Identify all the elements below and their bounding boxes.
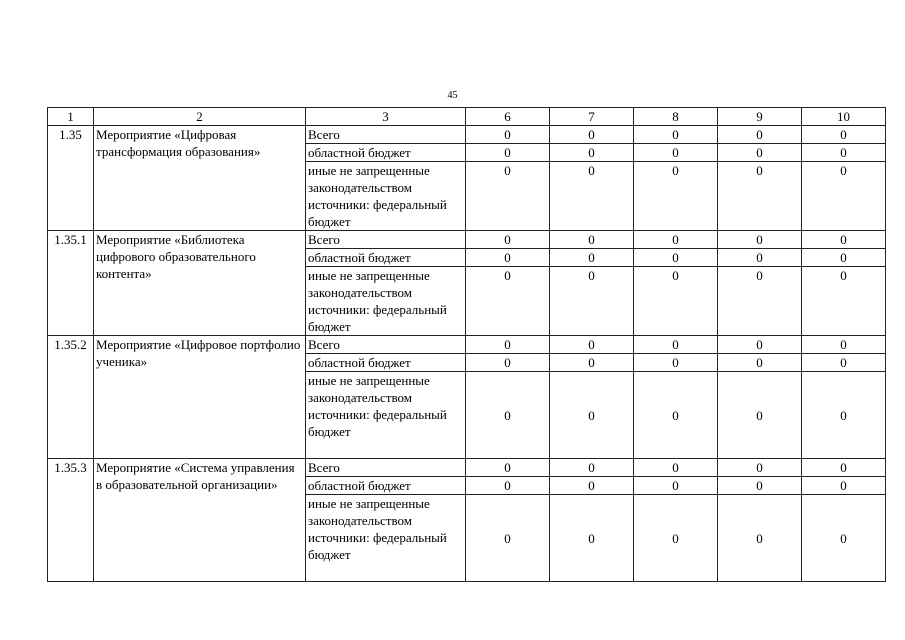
table-row [48, 459, 886, 477]
value-cell: 0 [802, 231, 886, 249]
value-cell: 0 [634, 126, 718, 144]
value-cell: 0 [466, 126, 550, 144]
table-row [48, 126, 886, 144]
value-cell: 0 [466, 477, 550, 495]
value-cell: 0 [718, 126, 802, 144]
value-cell: 0 [802, 144, 886, 162]
value-cell: 0 [550, 267, 634, 336]
value-cell: 0 [466, 459, 550, 477]
header-cell: 9 [718, 108, 802, 126]
value-cell: 0 [718, 459, 802, 477]
source-label: Всего [306, 231, 466, 249]
table-row [48, 336, 886, 354]
source-label: Всего [306, 126, 466, 144]
header-cell: 2 [94, 108, 306, 126]
value-cell: 0 [550, 459, 634, 477]
value-cell: 0 [550, 354, 634, 372]
row-number: 1.35 [48, 126, 94, 231]
value-cell: 0 [718, 249, 802, 267]
value-cell: 0 [802, 372, 886, 459]
source-label: областной бюджет [306, 249, 466, 267]
value-cell: 0 [718, 372, 802, 459]
value-cell: 0 [466, 267, 550, 336]
measure-name: Мероприятие «Библиотека цифрового образовательного контента» [94, 231, 306, 336]
value-cell: 0 [466, 162, 550, 231]
source-label: областной бюджет [306, 144, 466, 162]
value-cell: 0 [802, 477, 886, 495]
value-cell: 0 [634, 231, 718, 249]
source-label: иные не запрещенные законодательством источники: федеральный бюджет [306, 372, 466, 459]
value-cell: 0 [634, 477, 718, 495]
value-cell: 0 [802, 354, 886, 372]
value-cell: 0 [802, 162, 886, 231]
value-cell: 0 [634, 162, 718, 231]
budget-table [47, 107, 886, 582]
header-cell: 3 [306, 108, 466, 126]
value-cell: 0 [718, 231, 802, 249]
source-label: иные не запрещенные законодательством источники: федеральный бюджет [306, 267, 466, 336]
value-cell: 0 [802, 459, 886, 477]
value-cell: 0 [550, 249, 634, 267]
source-label: Всего [306, 336, 466, 354]
value-cell: 0 [550, 162, 634, 231]
measure-name: Мероприятие «Цифровое портфолио ученика» [94, 336, 306, 459]
value-cell: 0 [466, 336, 550, 354]
value-cell: 0 [802, 267, 886, 336]
value-cell: 0 [718, 267, 802, 336]
value-cell: 0 [466, 231, 550, 249]
measure-name: Мероприятие «Цифровая трансформация образования» [94, 126, 306, 231]
value-cell: 0 [466, 249, 550, 267]
value-cell: 0 [550, 477, 634, 495]
row-number: 1.35.2 [48, 336, 94, 459]
value-cell: 0 [634, 495, 718, 582]
header-cell: 10 [802, 108, 886, 126]
value-cell: 0 [718, 336, 802, 354]
row-number: 1.35.3 [48, 459, 94, 582]
value-cell: 0 [718, 495, 802, 582]
row-number: 1.35.1 [48, 231, 94, 336]
header-row [48, 108, 886, 126]
source-label: областной бюджет [306, 477, 466, 495]
value-cell: 0 [802, 126, 886, 144]
source-label: иные не запрещенные законодательством источники: федеральный бюджет [306, 495, 466, 582]
value-cell: 0 [634, 459, 718, 477]
table-row [48, 231, 886, 249]
value-cell: 0 [634, 354, 718, 372]
value-cell: 0 [550, 495, 634, 582]
value-cell: 0 [634, 249, 718, 267]
value-cell: 0 [718, 354, 802, 372]
value-cell: 0 [466, 372, 550, 459]
source-label: областной бюджет [306, 354, 466, 372]
value-cell: 0 [802, 495, 886, 582]
value-cell: 0 [550, 372, 634, 459]
value-cell: 0 [550, 126, 634, 144]
page-number: 45 [447, 90, 458, 101]
value-cell: 0 [634, 144, 718, 162]
source-label: иные не запрещенные законодательством источники: федеральный бюджет [306, 162, 466, 231]
value-cell: 0 [802, 336, 886, 354]
header-cell: 6 [466, 108, 550, 126]
value-cell: 0 [634, 336, 718, 354]
value-cell: 0 [550, 144, 634, 162]
measure-name: Мероприятие «Система управления в образовательной организации» [94, 459, 306, 582]
source-label: Всего [306, 459, 466, 477]
value-cell: 0 [466, 354, 550, 372]
header-cell: 1 [48, 108, 94, 126]
value-cell: 0 [634, 372, 718, 459]
header-cell: 7 [550, 108, 634, 126]
value-cell: 0 [718, 162, 802, 231]
value-cell: 0 [802, 249, 886, 267]
value-cell: 0 [466, 144, 550, 162]
value-cell: 0 [718, 144, 802, 162]
value-cell: 0 [550, 336, 634, 354]
value-cell: 0 [466, 495, 550, 582]
value-cell: 0 [718, 477, 802, 495]
value-cell: 0 [550, 231, 634, 249]
header-cell: 8 [634, 108, 718, 126]
value-cell: 0 [634, 267, 718, 336]
